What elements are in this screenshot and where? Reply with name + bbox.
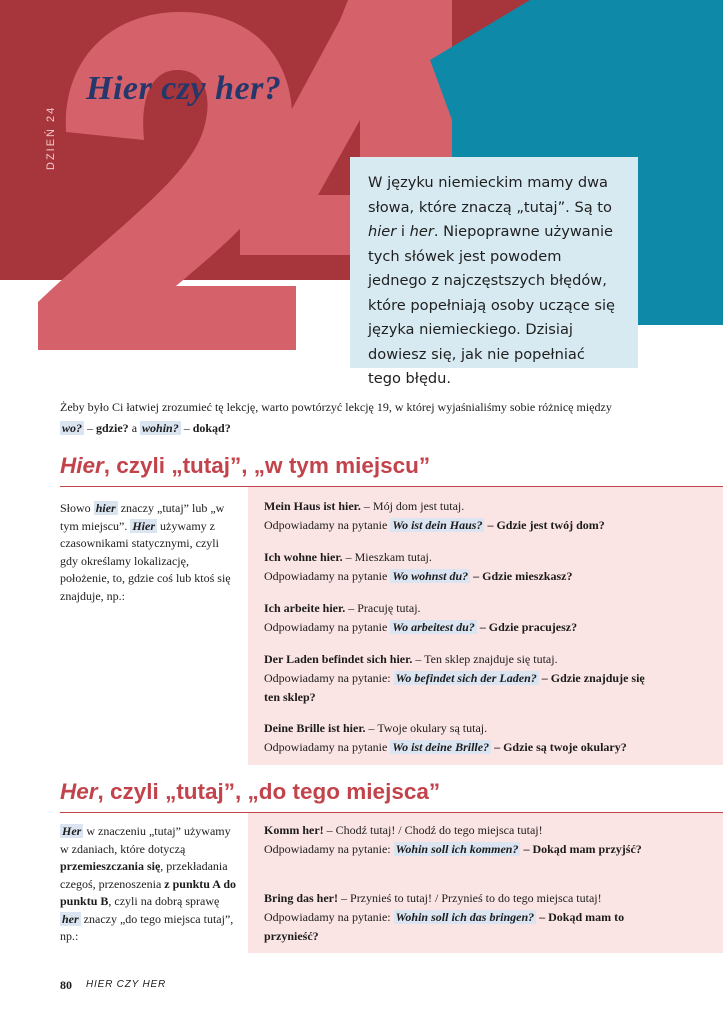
- intro-part: W języku niemieckim mamy dwa słowa, które znaczą „tutaj”. Są to: [368, 174, 612, 216]
- section-title-rest: , czyli „tutaj”, „do tego miejsca”: [97, 779, 441, 804]
- example-ask: Odpowiadamy na pytanie: [264, 569, 391, 583]
- section-title-word: Hier: [60, 453, 104, 478]
- example-german: Deine Brille ist hier.: [264, 721, 366, 735]
- example-question: Wo ist deine Brille?: [392, 740, 490, 754]
- section-title-hier: [60, 453, 430, 479]
- side-bold: przemieszczania się: [60, 859, 161, 873]
- example-question: Wo arbeitest du?: [392, 620, 475, 634]
- example-item: [264, 650, 659, 707]
- lead-question-wo: wo?: [62, 421, 83, 435]
- page-number: 80: [60, 978, 72, 992]
- lead-question-wohin: wohin?: [142, 421, 179, 435]
- intro-part: . Niepoprawne używanie tych słówek jest powodem jednego z najczęstszych błędów, które popełniają osoby uczące się języka niemieckiego. Dzisiaj dowiesz się, jak nie popełniać tego błędu.: [368, 223, 616, 387]
- lead-part: –: [180, 421, 193, 435]
- example-translation: – Twoje okulary są tutaj.: [365, 721, 488, 735]
- example-question: Wo wohnst du?: [392, 569, 469, 583]
- section1-explanation: [60, 500, 238, 605]
- section-title-word: Her: [60, 779, 98, 804]
- example-translation: – Pracuję tutaj.: [345, 601, 421, 615]
- section2-explanation: [60, 823, 238, 946]
- example-translation: – Przynieś to tutaj! / Przynieś to do tego miejsca tutaj!: [338, 891, 602, 905]
- page-title: Hier czy her?: [86, 70, 282, 107]
- example-answer: – Dokąd mam to przynieść?: [264, 910, 625, 943]
- lead-part: Żeby było Ci łatwiej zrozumieć tę lekcję, warto powtórzyć lekcję 19, w której wyjaśnialiśmy sobie różnicę między: [60, 400, 612, 414]
- example-item: [264, 889, 659, 946]
- day-label: DZIEŃ 24: [45, 105, 57, 170]
- example-german: Mein Haus ist hier.: [264, 499, 361, 513]
- example-answer: – Gdzie znajduje się ten sklep?: [264, 671, 645, 704]
- side-part: używamy z czasownikami statycznymi, czyli gdy określamy lokalizację, położenie, to, gdzie coś lub ktoś się znajduje, np.:: [60, 518, 231, 603]
- example-translation: – Chodź tutaj! / Chodź do tego miejsca tutaj!: [323, 823, 543, 837]
- example-answer: – Gdzie pracujesz?: [476, 620, 578, 634]
- intro-word-her: her: [409, 223, 434, 240]
- intro-word-hier: hier: [368, 223, 397, 240]
- side-word: her: [62, 911, 79, 926]
- example-answer: – Gdzie są twoje okulary?: [491, 740, 627, 754]
- example-german: Ich wohne hier.: [264, 550, 343, 564]
- example-ask: Odpowiadamy na pytanie: [264, 518, 391, 532]
- lead-part: a: [128, 421, 141, 435]
- side-word: Her: [62, 824, 82, 838]
- lead-answer-dokad: dokąd?: [192, 421, 231, 435]
- example-german: Ich arbeite hier.: [264, 601, 346, 615]
- example-question: Wohin soll ich kommen?: [395, 842, 519, 856]
- intro-part: i: [396, 223, 410, 240]
- side-part: Słowo: [60, 501, 94, 515]
- example-ask: Odpowiadamy na pytanie: [264, 740, 391, 754]
- side-part: w znaczeniu „tutaj” używamy w zdaniach, które dotyczą: [60, 824, 231, 856]
- example-item: [264, 821, 659, 859]
- side-bold: z punktu A do punktu B: [60, 876, 236, 908]
- side-part: znaczy „do tego miejsca tutaj”, np.:: [60, 911, 234, 943]
- example-answer: – Gdzie mieszkasz?: [470, 569, 573, 583]
- example-ask: Odpowiadamy na pytanie: [264, 620, 391, 634]
- lead-paragraph: [60, 397, 620, 439]
- lead-answer-gdzie: gdzie?: [96, 421, 129, 435]
- example-translation: – Mieszkam tutaj.: [342, 550, 432, 564]
- intro-box: [350, 157, 638, 387]
- example-question: Wo befindet sich der Laden?: [395, 671, 537, 685]
- side-part: , przekładania czegoś, przenoszenia: [60, 859, 228, 891]
- example-ask: Odpowiadamy na pytanie:: [264, 842, 394, 856]
- example-item: [264, 719, 664, 757]
- example-translation: – Mój dom jest tutaj.: [360, 499, 465, 513]
- lead-part: –: [84, 421, 97, 435]
- example-ask: Odpowiadamy na pytanie:: [264, 910, 394, 924]
- side-word: Hier: [132, 518, 155, 533]
- side-part: znaczy „tutaj” lub „w tym miejscu”.: [60, 501, 225, 533]
- example-question: Wo ist dein Haus?: [392, 518, 483, 532]
- example-item: [264, 548, 664, 586]
- running-title: HIER CZY HER: [86, 979, 166, 990]
- example-answer: – Dokąd mam przyjść?: [520, 842, 642, 856]
- example-translation: – Ten sklep znajduje się tutaj.: [412, 652, 558, 666]
- example-item: [264, 599, 664, 637]
- section-title-rest: , czyli „tutaj”, „w tym miejscu”: [103, 453, 431, 478]
- section-title-her: [60, 779, 440, 805]
- example-german: Der Laden befindet sich hier.: [264, 652, 413, 666]
- example-german: Bring das her!: [264, 891, 339, 905]
- example-answer: – Gdzie jest twój dom?: [484, 518, 605, 532]
- example-ask: Odpowiadamy na pytanie:: [264, 671, 394, 685]
- side-part: , czyli na dobrą sprawę: [108, 894, 220, 908]
- intro-text: [368, 171, 620, 392]
- example-german: Komm her!: [264, 823, 324, 837]
- side-word: hier: [95, 501, 116, 515]
- example-item: [264, 497, 664, 535]
- example-question: Wohin soll ich das bringen?: [395, 910, 535, 924]
